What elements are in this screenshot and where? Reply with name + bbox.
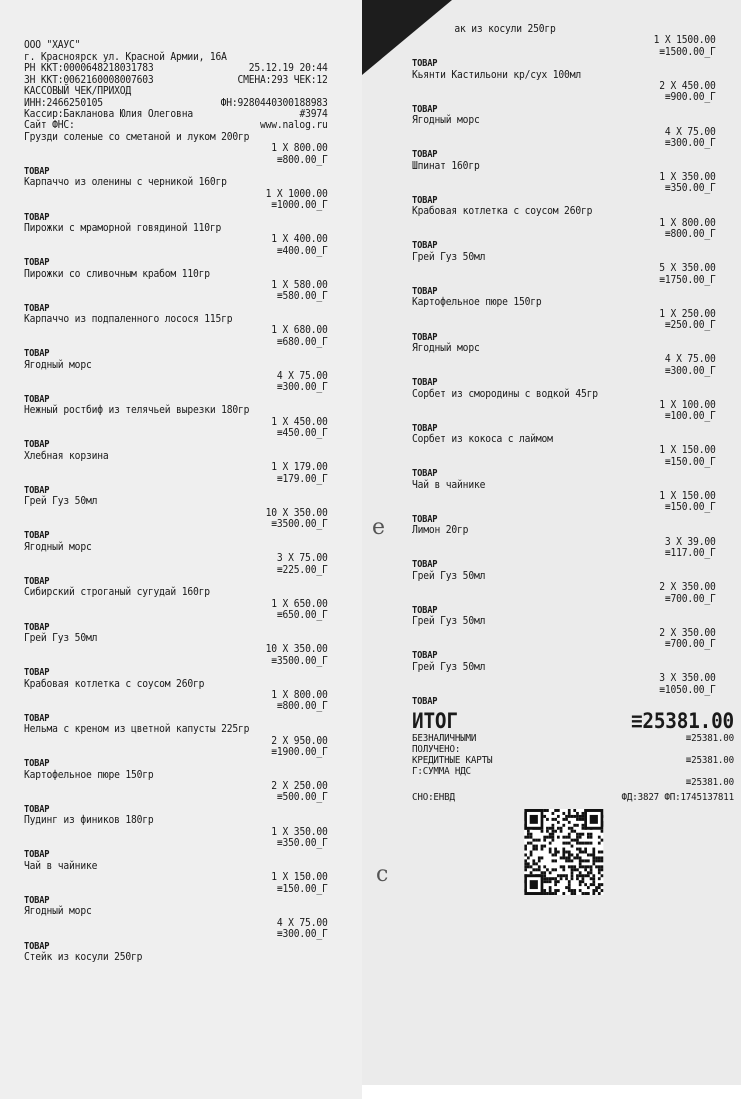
list-item <box>24 622 337 668</box>
item-label: ТОВАР <box>412 58 438 70</box>
item-sum: ≡300.00_Г <box>664 364 716 377</box>
receipt-right-strip <box>362 0 741 1085</box>
list-item <box>412 24 739 58</box>
item-sum: ≡117.00_Г <box>664 546 716 559</box>
list-item <box>24 530 337 576</box>
item-sum: ≡700.00_Г <box>664 638 716 651</box>
receipt-left <box>24 40 337 963</box>
item-qty: 10 X 350.00 <box>265 506 328 519</box>
cashier-number: #3974 <box>299 108 328 120</box>
item-name: Грей Гуз 50мл <box>24 632 98 644</box>
item-sum: ≡800.00_Г <box>276 153 328 166</box>
item-label: ТОВАР <box>24 165 50 177</box>
item-qty: 2 X 350.00 <box>659 626 716 639</box>
left-items-list <box>24 166 337 941</box>
item-qty: 4 X 75.00 <box>276 370 328 383</box>
item-label: ТОВАР <box>412 285 438 297</box>
item-name: Пудинг из фиников 180гр <box>24 814 154 827</box>
item-sum: ≡150.00_Г <box>664 501 716 514</box>
rn-kkt: РН ККТ:0000648218031783 <box>24 62 154 75</box>
fns-site-label: Сайт ФНС: <box>24 119 75 132</box>
list-item <box>412 468 739 514</box>
item-name: Нельма с креном из цветной капусты 225гр <box>24 723 250 736</box>
item-sum: ≡225.00_Г <box>276 563 328 576</box>
item-label: ТОВАР <box>412 696 438 708</box>
fn: ФН:9280440300188983 <box>220 96 328 109</box>
list-item <box>24 576 337 622</box>
list-item <box>412 58 739 104</box>
item-name: Нежный ростбиф из телячьей вырезки 180гр <box>24 404 250 417</box>
item-label: ТОВАР <box>24 484 50 496</box>
item-label: ТОВАР <box>24 576 50 588</box>
item-sum: ≡3500.00_Г <box>271 518 328 531</box>
item-sum: ≡1050.00_Г <box>659 683 716 696</box>
list-item <box>412 332 739 378</box>
cashier: Кассир:Бакланова Юлия Олеговна <box>24 108 193 120</box>
list-item <box>24 758 337 804</box>
item-label: ТОВАР <box>412 103 438 115</box>
payment-value: ≡25381.00 <box>685 733 734 745</box>
tax-system: СНО:ЕНВД <box>412 792 455 804</box>
list-item <box>24 212 337 258</box>
item-name: Карпаччо из подпаленного лосося 115гр <box>24 313 233 326</box>
item-sum: ≡400.00_Г <box>276 244 328 257</box>
item-name: Пирожки со сливочным крабом 110гр <box>24 267 210 280</box>
fns-site: www.nalog.ru <box>260 119 328 132</box>
list-item <box>412 149 739 195</box>
total-label: ИТОГ <box>412 709 458 734</box>
item-name: Грей Гуз 50мл <box>412 615 486 628</box>
right-items-list <box>412 58 739 696</box>
item-name: Кьянти Кастильони кр/сух 100мл <box>412 68 581 81</box>
payment-value: ≡25381.00 <box>685 777 734 789</box>
item-qty: 10 X 350.00 <box>265 643 328 656</box>
receipt-right <box>412 24 739 899</box>
item-sum: ≡580.00_Г <box>276 290 328 303</box>
item-name: Сорбет из кокоса с лаймом <box>412 433 553 446</box>
item-sum: ≡150.00_Г <box>664 455 716 468</box>
payment-row <box>412 733 734 744</box>
item-name: Грей Гуз 50мл <box>412 660 486 673</box>
inn: ИНН:2466250105 <box>24 96 103 109</box>
item-name: Ягодный морс <box>412 114 480 127</box>
shift-check: СМЕНА:293 ЧЕК:12 <box>237 73 328 86</box>
item-sum: ≡500.00_Г <box>276 791 328 804</box>
item-qty: 2 X 350.00 <box>659 581 716 594</box>
item-sum: ≡100.00_Г <box>664 410 716 423</box>
header-row-rn <box>24 63 328 74</box>
item-qty: 3 X 39.00 <box>664 535 716 548</box>
list-item <box>412 423 739 469</box>
qr-code-icon <box>524 809 603 895</box>
payment-rows <box>412 733 739 788</box>
item-label: ТОВАР <box>24 302 50 314</box>
item-sum: ≡350.00_Г <box>664 182 716 195</box>
item-sum: ≡450.00_Г <box>276 426 328 439</box>
list-item <box>412 605 739 651</box>
item-label: ТОВАР <box>412 149 438 161</box>
item-sum: ≡800.00_Г <box>276 700 328 713</box>
payment-row <box>412 766 734 777</box>
item-name: Грузди соленые со сметаной и луком 200гр <box>24 130 250 143</box>
item-sum: ≡900.00_Г <box>664 91 716 104</box>
list-item <box>24 303 337 349</box>
item-name: Сибирский строганый сугудай 160гр <box>24 586 210 599</box>
item-qty: 2 X 250.00 <box>271 780 328 793</box>
pen-mark: c <box>376 862 389 887</box>
receipt-type: КАССОВЫЙ ЧЕК/ПРИХОД <box>24 85 132 97</box>
list-item <box>24 895 337 941</box>
list-item <box>24 166 337 212</box>
item-qty: 1 X 1000.00 <box>265 187 328 200</box>
totals-block <box>412 709 739 898</box>
item-sum: ≡300.00_Г <box>276 928 328 941</box>
payment-label: БЕЗНАЛИЧНЫМИ <box>412 733 477 745</box>
item-label: ТОВАР <box>412 650 438 662</box>
list-item <box>412 240 739 286</box>
item-qty: 4 X 75.00 <box>276 916 328 929</box>
item-sum: ≡800.00_Г <box>664 228 716 241</box>
item-label: ТОВАР <box>412 513 438 525</box>
item-name: Хлебная корзина <box>24 449 109 462</box>
list-item <box>24 941 337 964</box>
item-label: ТОВАР <box>412 377 438 389</box>
total-row <box>412 709 734 733</box>
item-qty: 1 X 150.00 <box>659 444 716 457</box>
item-label: ТОВАР <box>24 257 50 269</box>
item-sum: ≡250.00_Г <box>664 319 716 332</box>
item-label: ТОВАР <box>24 348 50 360</box>
payment-label: Г:СУММА НДС <box>412 766 471 778</box>
list-item <box>412 514 739 560</box>
item-sum: ≡1000.00_Г <box>271 199 328 212</box>
item-name: Грей Гуз 50мл <box>24 495 98 508</box>
item-name: Ягодный морс <box>24 540 92 553</box>
item-label: ТОВАР <box>24 393 50 405</box>
item-qty: 1 X 580.00 <box>271 278 328 291</box>
item-name: Сорбет из смородины с водкой 45гр <box>412 387 598 400</box>
total-value: ≡25381.00 <box>630 709 734 734</box>
item-name: Пирожки с мраморной говядиной 110гр <box>24 221 222 234</box>
item-sum: ≡150.00_Г <box>276 882 328 895</box>
list-item <box>24 132 337 166</box>
item-name: Грей Гуз 50мл <box>412 250 486 263</box>
payment-label: КРЕДИТНЫЕ КАРТЫ <box>412 755 493 767</box>
item-name: Чай в чайнике <box>412 478 486 491</box>
item-label: ТОВАР <box>412 422 438 434</box>
list-item <box>412 650 739 696</box>
receipt-datetime: 25.12.19 20:44 <box>248 62 328 75</box>
list-item <box>412 696 739 707</box>
item-qty: 1 X 150.00 <box>659 490 716 503</box>
list-item <box>412 377 739 423</box>
list-item <box>412 286 739 332</box>
item-name: Карпаччо из оленины с черникой 160гр <box>24 176 227 189</box>
list-item <box>412 195 739 241</box>
item-name: Крабовая котлетка с соусом 260гр <box>412 205 593 218</box>
item-sum: ≡680.00_Г <box>276 335 328 348</box>
item-sum: ≡350.00_Г <box>276 837 328 850</box>
item-label: ТОВАР <box>24 940 50 952</box>
item-sum: ≡300.00_Г <box>664 136 716 149</box>
item-qty: 1 X 1500.00 <box>653 34 716 47</box>
item-qty: 2 X 450.00 <box>659 79 716 92</box>
item-name: Лимон 20гр <box>412 524 469 537</box>
item-sum: ≡1750.00_Г <box>659 273 716 286</box>
list-item <box>24 485 337 531</box>
list-item <box>412 559 739 605</box>
item-label: ТОВАР <box>24 439 50 451</box>
payment-label: ПОЛУЧЕНО: <box>412 744 461 756</box>
item-qty: 1 X 800.00 <box>271 688 328 701</box>
item-name: Стейк из косули 250гр <box>24 950 143 963</box>
list-item <box>24 394 337 440</box>
item-name: Ягодный морс <box>412 341 480 354</box>
item-label: ТОВАР <box>24 758 50 770</box>
pen-mark: e <box>372 515 386 540</box>
item-label: ТОВАР <box>24 849 50 861</box>
receipt-left-strip <box>0 0 362 1099</box>
payment-row <box>412 777 734 788</box>
item-sum: ≡650.00_Г <box>276 609 328 622</box>
item-qty: 2 X 950.00 <box>271 734 328 747</box>
item-name: Ягодный морс <box>24 905 92 918</box>
item-qty: 1 X 350.00 <box>271 825 328 838</box>
item-name: Чай в чайнике <box>24 859 98 872</box>
fiscal-numbers: ФД:3827 ФП:1745137811 <box>621 792 734 804</box>
item-label: ТОВАР <box>24 894 50 906</box>
list-item <box>24 804 337 850</box>
item-qty: 1 X 250.00 <box>659 307 716 320</box>
list-item <box>24 849 337 895</box>
list-item <box>24 439 337 485</box>
item-qty: 4 X 75.00 <box>664 353 716 366</box>
item-qty: 1 X 800.00 <box>271 142 328 155</box>
item-qty: 1 X 800.00 <box>659 216 716 229</box>
item-name: Ягодный морс <box>24 358 92 371</box>
item-name: Крабовая котлетка с соусом 260гр <box>24 677 205 690</box>
company-address: г. Красноярск ул. Красной Армии, 16А <box>24 50 227 63</box>
item-name: Грей Гуз 50мл <box>412 569 486 582</box>
fiscal-row <box>412 792 734 803</box>
item-qty: 1 X 100.00 <box>659 398 716 411</box>
payment-row <box>412 755 734 766</box>
list-item <box>24 348 337 394</box>
item-qty: 1 X 350.00 <box>659 171 716 184</box>
item-label: ТОВАР <box>24 211 50 223</box>
item-label: ТОВАР <box>412 194 438 206</box>
item-qty: 3 X 350.00 <box>659 672 716 685</box>
item-name: ак из косули 250гр <box>454 23 556 35</box>
item-qty: 5 X 350.00 <box>659 262 716 275</box>
list-item <box>412 104 739 150</box>
item-qty: 4 X 75.00 <box>664 125 716 138</box>
item-sum: ≡1900.00_Г <box>271 745 328 758</box>
payment-value: ≡25381.00 <box>685 755 734 767</box>
item-sum: ≡3500.00_Г <box>271 654 328 667</box>
item-label: ТОВАР <box>412 604 438 616</box>
payment-row <box>412 744 734 755</box>
item-label: ТОВАР <box>412 468 438 480</box>
item-sum: ≡179.00_Г <box>276 472 328 485</box>
company-name: ООО "ХАУС" <box>24 39 81 51</box>
item-sum: ≡700.00_Г <box>664 592 716 605</box>
list-item <box>24 713 337 759</box>
item-qty: 1 X 400.00 <box>271 233 328 246</box>
item-label: ТОВАР <box>24 803 50 815</box>
list-item <box>24 257 337 303</box>
item-sum: ≡300.00_Г <box>276 381 328 394</box>
item-qty: 1 X 179.00 <box>271 461 328 474</box>
item-qty: 1 X 650.00 <box>271 597 328 610</box>
item-label: ТОВАР <box>24 712 50 724</box>
list-item <box>24 667 337 713</box>
item-name: Шпинат 160гр <box>412 159 480 172</box>
item-name: Картофельное пюре 150гр <box>412 296 542 309</box>
item-label: ТОВАР <box>24 621 50 633</box>
zn-kkt: ЗН ККТ:0062160008007603 <box>24 73 154 86</box>
item-name: Картофельное пюре 150гр <box>24 768 154 781</box>
item-label: ТОВАР <box>412 559 438 571</box>
item-qty: 1 X 450.00 <box>271 415 328 428</box>
receipt-header <box>24 40 337 132</box>
item-qty: 1 X 680.00 <box>271 324 328 337</box>
item-label: ТОВАР <box>412 331 438 343</box>
item-label: ТОВАР <box>24 530 50 542</box>
item-qty: 3 X 75.00 <box>276 552 328 565</box>
item-label: ТОВАР <box>24 667 50 679</box>
item-sum: ≡1500.00_Г <box>659 45 716 58</box>
item-qty: 1 X 150.00 <box>271 871 328 884</box>
item-label: ТОВАР <box>412 240 438 252</box>
